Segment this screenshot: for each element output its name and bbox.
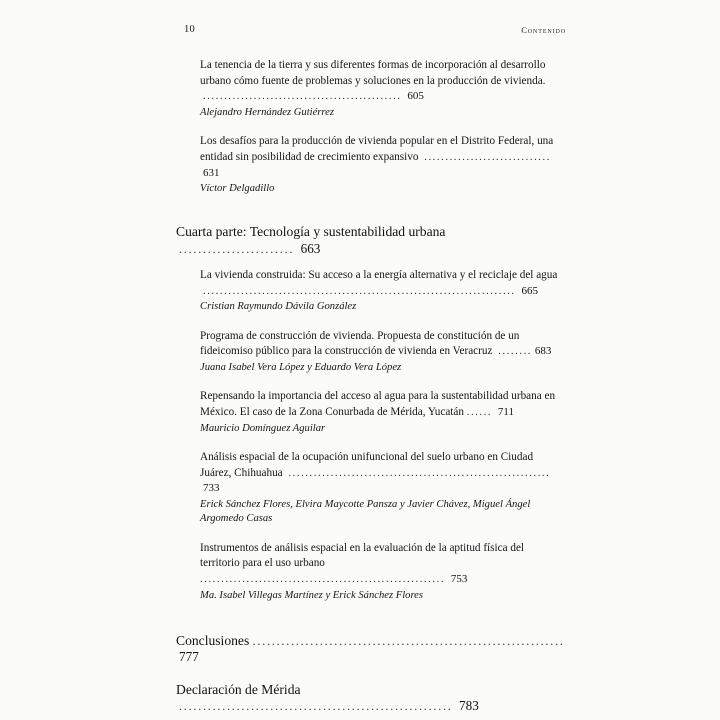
toc-tail-page: 783 — [459, 697, 479, 713]
toc-entry-authors: Ma. Isabel Villegas Martínez y Erick Sánchez Flores — [200, 589, 424, 601]
toc-entry-title: Instrumentos de análisis espacial en la evaluación de la aptitud física del territorio para el uso urbano — [200, 541, 525, 570]
toc-leader-dots: ........ — [498, 346, 533, 358]
toc-part-heading[interactable] — [176, 223, 566, 258]
toc-entry-page: 733 — [203, 482, 220, 495]
toc-entry-page: 753 — [450, 572, 468, 585]
toc-tail-entry[interactable] — [176, 633, 566, 665]
toc-entry-authors: Cristian Raymundo Dávila González — [200, 301, 357, 313]
toc-entry[interactable] — [176, 329, 566, 376]
running-head — [176, 24, 566, 38]
toc-entry-page: 683 — [534, 345, 552, 358]
toc-entry-title-line — [200, 134, 566, 181]
toc-tail-leader-dots: ................................................................. — [252, 633, 565, 648]
toc-entry-title-line — [200, 450, 566, 497]
toc-part-label: Cuarta parte: Tecnología y sustentabilidad urbana — [176, 223, 446, 239]
toc-tail-page: 777 — [179, 648, 199, 664]
toc-entry-page: 631 — [203, 166, 220, 179]
toc-leader-dots: .......................................................... — [200, 573, 446, 585]
toc-entry[interactable] — [176, 541, 566, 603]
toc-tail-entry[interactable] — [176, 682, 566, 714]
toc-entry-title: Análisis espacial de la ocupación unifuncional del suelo urbano en Ciudad Juárez, Chihuahua — [200, 450, 534, 479]
toc-leader-dots: .............................. — [424, 152, 551, 163]
toc-entry-title-line — [200, 329, 566, 360]
running-head-title: Contenido — [521, 25, 566, 35]
toc-part-leader-dots: ........................ — [179, 242, 295, 257]
toc-leader-dots: ............................................... — [203, 91, 402, 103]
toc-entry[interactable] — [176, 389, 566, 436]
toc-leader-dots: ...... — [466, 406, 493, 418]
toc-entry-authors: Alejandro Hernández Gutiérrez — [200, 107, 334, 119]
page-folio-number: 10 — [184, 24, 195, 35]
toc-entry[interactable] — [176, 450, 566, 527]
toc-entry-page: 605 — [407, 90, 424, 103]
toc-tail-leader-dots: ......................................................... — [179, 698, 453, 713]
table-of-contents — [176, 58, 566, 714]
toc-tail-label: Conclusiones — [176, 632, 250, 648]
toc-entry-title-line — [200, 58, 566, 105]
toc-leader-dots: .......................................................................... — [203, 285, 516, 297]
toc-leader-dots: .............................................................. — [288, 467, 551, 479]
page-content-area — [176, 24, 566, 714]
toc-entry-title: Programa de construcción de vivienda. Propuesta de constitución de un fideicomiso público para la construcción de vivienda en Veracruz — [200, 329, 520, 358]
toc-part-page: 663 — [300, 241, 321, 257]
toc-tail-label: Declaración de Mérida — [176, 681, 301, 697]
toc-entry[interactable] — [176, 134, 566, 196]
toc-entry-title-line — [200, 389, 566, 420]
toc-entry-authors: Juana Isabel Vera López y Eduardo Vera López — [200, 362, 402, 374]
toc-entry[interactable] — [176, 268, 566, 315]
toc-entry-title-line — [200, 268, 566, 299]
toc-entry-authors: Erick Sánchez Flores, Elvira Maycotte Pansza y Javier Chávez, Miguel Ángel Argomedo Casas — [200, 499, 531, 525]
toc-entry-page: 665 — [521, 284, 538, 297]
toc-entry[interactable] — [176, 58, 566, 120]
toc-entry-title: Repensando la importancia del acceso al agua para la sustentabilidad urbana en México. El caso de la Zona Conurbada de Mérida, Yucatán — [200, 390, 556, 418]
toc-entry-page: 711 — [497, 405, 514, 418]
toc-entry-title: La vivienda construida: Su acceso a la energía alternativa y el reciclaje del agua — [200, 269, 558, 281]
toc-entry-authors: Mauricio Domínguez Aguilar — [200, 422, 326, 434]
toc-entry-title-line — [200, 541, 566, 588]
toc-entry-title: La tenencia de la tierra y sus diferentes formas de incorporación al desarrollo urbano cómo fuente de problemas y soluciones en la producción de vivienda. — [200, 59, 546, 87]
toc-entry-authors: Víctor Delgadillo — [200, 183, 275, 195]
toc-entry-title: Los desafíos para la producción de vivienda popular en el Distrito Federal, una entidad sin posibilidad de crecimiento expansivo — [200, 135, 554, 163]
